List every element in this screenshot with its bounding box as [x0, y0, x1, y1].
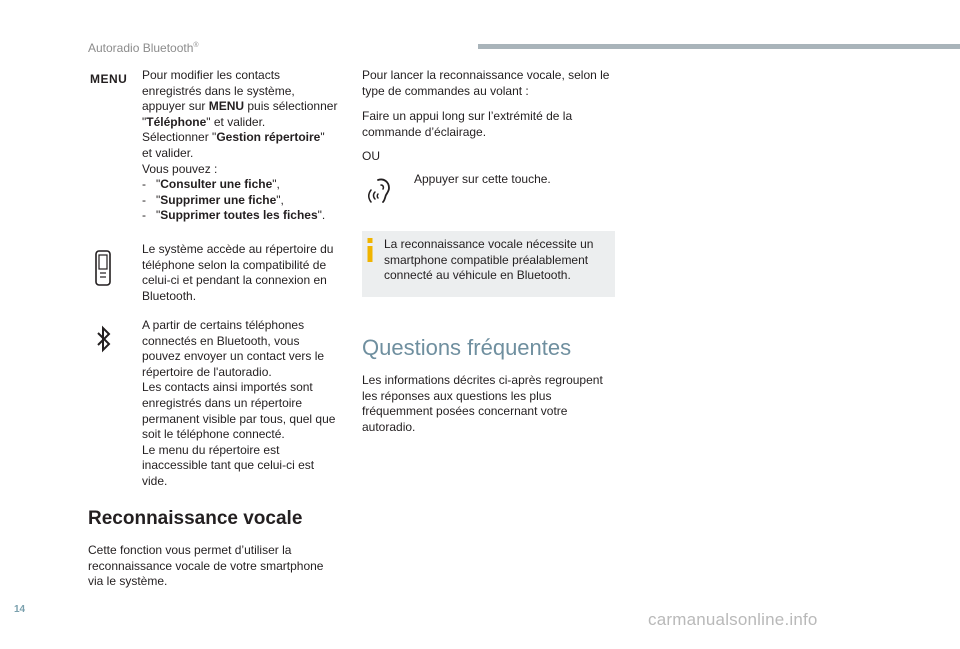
option-list-item: - "Supprimer toutes les fiches".	[142, 208, 326, 223]
text-line: appuyer sur MENU puis sélectionner	[142, 99, 338, 114]
menu-button-icon: MENU	[90, 72, 128, 86]
text-line: Bluetooth.	[142, 288, 197, 303]
text-line: connecté au véhicule en Bluetooth.	[384, 268, 571, 283]
text-line: Vous pouvez :	[142, 161, 218, 176]
text-line: répertoire de l'autoradio.	[142, 364, 272, 379]
voice-launch-paragraph	[362, 68, 622, 99]
text-line: A partir de certains téléphones	[142, 318, 305, 332]
page-header-title: Autoradio Bluetooth®	[88, 41, 199, 55]
watermark: carmanualsonline.info	[648, 610, 818, 629]
text-line: inaccessible tant que celui-ci est	[142, 458, 315, 473]
page-number: 14	[14, 604, 26, 615]
or-label: OU	[362, 149, 380, 163]
long-press-paragraph	[362, 109, 622, 140]
text-line: Le système accède au répertoire du	[142, 242, 334, 256]
text-line: "Téléphone" et valider.	[142, 114, 266, 129]
voice-command-icon	[366, 176, 396, 211]
text-line: type de commandes au volant :	[362, 83, 529, 98]
text-line: fréquemment posées concernant votre	[362, 404, 568, 419]
voice-intro-paragraph	[88, 543, 348, 590]
info-note-text	[384, 237, 612, 284]
text-line: Les informations décrites ci-après regroupent	[362, 373, 603, 387]
text-line: et valider.	[142, 145, 194, 160]
info-note-box	[362, 231, 615, 297]
faq-intro-paragraph	[362, 373, 622, 435]
text-line: via le système.	[88, 574, 168, 589]
text-line: celui-ci et pendant la connexion en	[142, 273, 327, 288]
bluetooth-contacts-paragraph	[142, 318, 354, 490]
text-line: Les contacts ainsi importés sont	[142, 380, 313, 395]
text-line: smartphone compatible préalablement	[384, 252, 589, 267]
section-heading-faq: Questions fréquentes	[362, 335, 572, 360]
text-line: commande d’éclairage.	[362, 124, 487, 139]
text-line: Le menu du répertoire est	[142, 442, 280, 457]
text-line: La reconnaissance vocale nécessite un	[384, 237, 594, 251]
text-line: pouvez envoyer un contact vers le	[142, 349, 325, 364]
section-heading-voice-recognition: Reconnaissance vocale	[88, 508, 303, 529]
text-line: autoradio.	[362, 419, 416, 434]
contacts-edit-paragraph	[142, 68, 352, 224]
info-icon	[367, 238, 372, 260]
text-line: Sélectionner "Gestion répertoire"	[142, 130, 325, 145]
text-line: reconnaissance vocale de votre smartphone	[88, 558, 324, 573]
press-key-text: Appuyer sur cette touche.	[414, 172, 551, 186]
text-line: Pour lancer la reconnaissance vocale, selon le	[362, 68, 610, 82]
text-line: enregistrés dans un répertoire	[142, 395, 303, 410]
phone-icon	[94, 250, 112, 291]
text-line: téléphone selon la compatibilité de	[142, 257, 327, 272]
option-list-item: - "Consulter une fiche",	[142, 177, 280, 192]
text-line: soit le téléphone connecté.	[142, 427, 285, 442]
text-line: Cette fonction vous permet d’utiliser la	[88, 543, 292, 557]
text-line: connectés en Bluetooth, vous	[142, 333, 300, 348]
directory-access-paragraph	[142, 242, 354, 304]
text-line: les réponses aux questions les plus	[362, 388, 552, 403]
bluetooth-icon	[96, 325, 112, 358]
text-line: enregistrés dans le système,	[142, 83, 295, 98]
text-line: permanent visible par tous, quel que	[142, 411, 336, 426]
header-bar	[478, 44, 960, 49]
option-list-item: - "Supprimer une fiche",	[142, 192, 284, 207]
text-line: Pour modifier les contacts	[142, 68, 281, 82]
text-line: Faire un appui long sur l’extrémité de la	[362, 109, 573, 123]
registered-mark: ®	[193, 42, 199, 49]
text-line: vide.	[142, 473, 168, 488]
